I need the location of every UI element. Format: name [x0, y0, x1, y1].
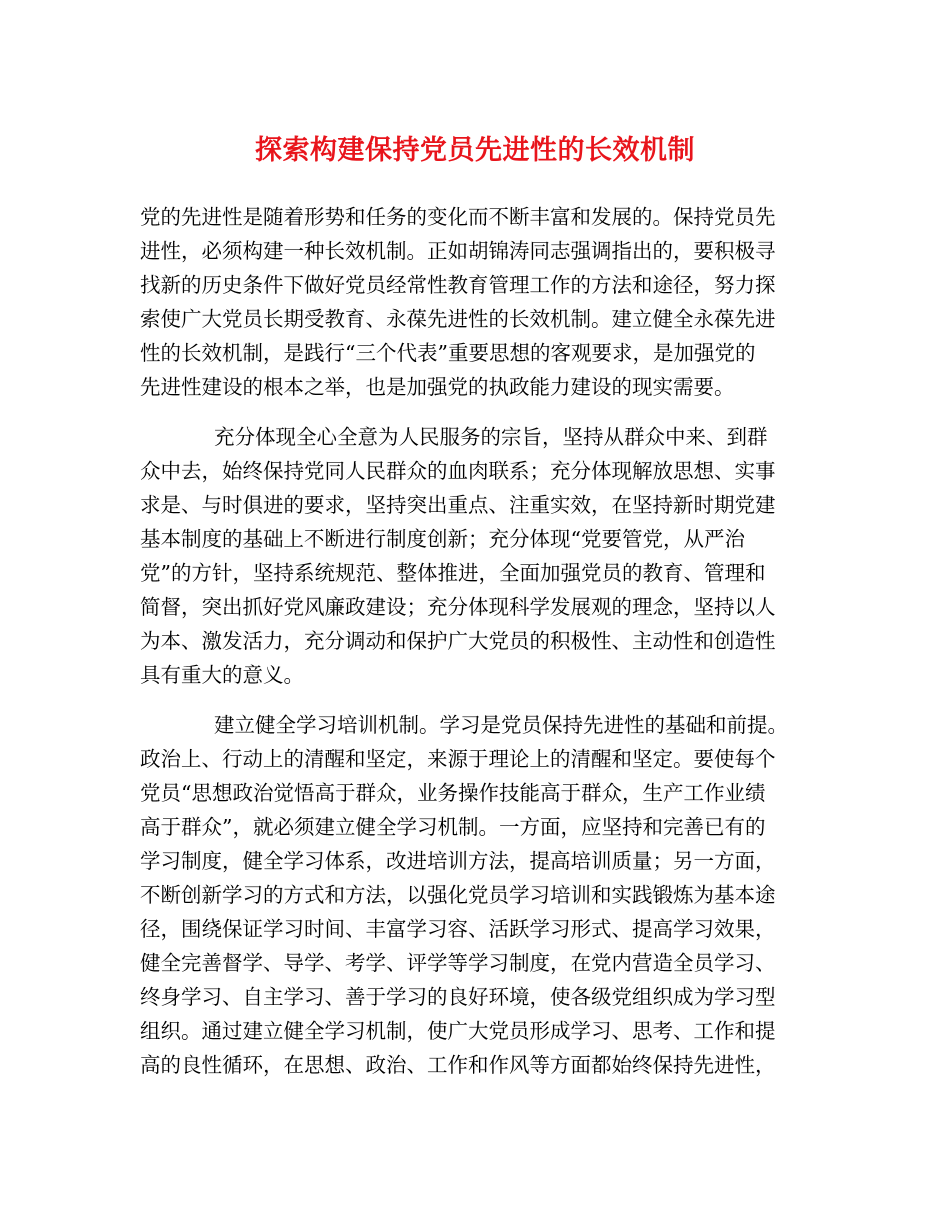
body-line: 先进性建设的根本之举，也是加强党的执政能力建设的现实需要。: [140, 375, 735, 399]
body-line: 索使广大党员长期受教育、永葆先进性的长效机制。建立健全永葆先进: [140, 307, 776, 331]
body-line: 高的良性循环，在思想、政治、工作和作风等方面都始终保持先进性，: [140, 1053, 776, 1077]
body-line: 找新的历史条件下做好党员经常性教育管理工作的方法和途径，努力探: [140, 273, 776, 297]
body-line: 求是、与时俱进的要求，坚持突出重点、注重实效，在坚持新时期党建: [140, 493, 776, 517]
body-line: 终身学习、自主学习、善于学习的良好环境，使各级党组织成为学习型: [140, 985, 776, 1009]
body-line: 政治上、行动上的清醒和坚定，来源于理论上的清醒和坚定。要使每个: [140, 747, 776, 771]
document-title: 探索构建保持党员先进性的长效机制: [255, 135, 695, 166]
body-line: 具有重大的意义。: [140, 663, 304, 687]
body-line: 径，围绕保证学习时间、丰富学习容、活跃学习形式、提高学习效果，: [140, 917, 776, 941]
body-line: 众中去，始终保持党同人民群众的血肉联系；充分体现解放思想、实事: [140, 459, 776, 483]
body-line: 简督，突出抓好党风廉政建设；充分体现科学发展观的理念，坚持以人: [140, 595, 776, 619]
body-line: 组织。通过建立健全学习机制，使广大党员形成学习、思考、工作和提: [140, 1019, 776, 1043]
body-line: 党的先进性是随着形势和任务的变化而不断丰富和发展的。保持党员先: [140, 205, 776, 229]
body-line: 不断创新学习的方式和方法，以强化党员学习培训和实践锻炼为基本途: [140, 883, 776, 907]
paragraph-start-line: 建立健全学习培训机制。学习是党员保持先进性的基础和前提。: [214, 713, 788, 737]
body-line: 高于群众”，就必须建立健全学习机制。一方面，应坚持和完善已有的: [140, 815, 766, 839]
paragraph-start-line: 充分体现全心全意为人民服务的宗旨，坚持从群众中来、到群: [214, 425, 768, 449]
body-line: 为本、激发活力，充分调动和保护广大党员的积极性、主动性和创造性: [140, 629, 776, 653]
body-line: 基本制度的基础上不断进行制度创新；充分体现“党要管党，从严治: [140, 527, 745, 551]
body-line: 进性，必须构建一种长效机制。正如胡锦涛同志强调指出的，要积极寻: [140, 239, 776, 263]
body-line: 性的长效机制，是践行“三个代表”重要思想的客观要求，是加强党的: [140, 341, 756, 365]
body-line: 党员“思想政治觉悟高于群众，业务操作技能高于群众，生产工作业绩: [140, 781, 766, 805]
body-line: 健全完善督学、导学、考学、评学等学习制度，在党内营造全员学习、: [140, 951, 776, 975]
body-line: 学习制度，健全学习体系，改进培训方法，提高培训质量；另一方面，: [140, 849, 776, 873]
body-line: 党”的方针，坚持系统规范、整体推进，全面加强党员的教育、管理和: [140, 561, 766, 585]
